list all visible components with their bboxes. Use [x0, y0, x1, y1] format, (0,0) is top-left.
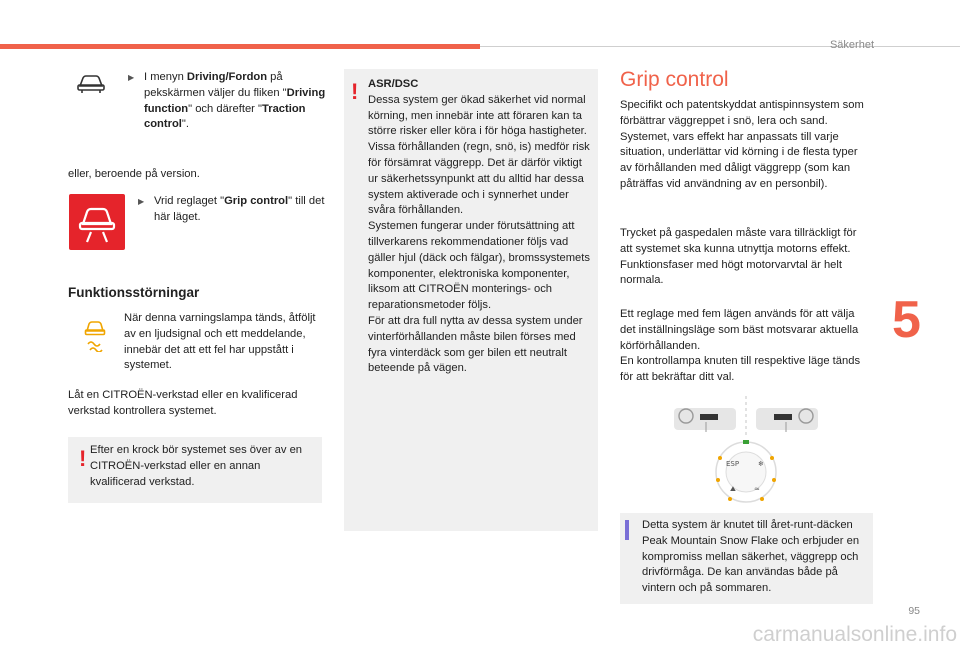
crash-warning-box [68, 437, 322, 503]
grip-intro-paragraph: Specifikt och patentskyddat antispinnsystem som förbättrar väggreppet i snö, lera och sand. Systemet, vars effekt har anpassats till varje situation, underlättar vid körning i de flesta typer av förhållanden med dåligt väggrepp (som kan påträffas vid användning av en personbil). [620, 99, 864, 190]
menu-step-text: på pekskärmen väljer du fliken " [144, 71, 287, 99]
malfunction-heading: Funktionsstörningar [68, 285, 200, 300]
menu-step-bold: Driving function [144, 86, 326, 115]
svg-text:ESP: ESP [726, 460, 740, 468]
menu-instruction [128, 70, 328, 133]
menu-step-text: ". [181, 118, 190, 131]
menu-step-text: " och därefter " [188, 102, 262, 115]
crash-warning-text: Efter en krock bör systemet ses över av en CITROËN-verkstad eller en annan kvalificerad verkstad. [90, 444, 303, 488]
watermark: carmanualsonline.info [752, 623, 957, 646]
dial-step-text: " till det här läget. [154, 195, 325, 223]
info-marker-icon [625, 520, 629, 540]
header-rule [480, 46, 960, 47]
page-number: 95 [908, 605, 920, 617]
car-icon [76, 72, 106, 94]
warning-exclamation-icon: ! [79, 446, 87, 471]
grip-control-illustration [668, 396, 828, 508]
info-note-text: Detta system är knutet till året-runt-däcken Peak Mountain Snow Flake och erbjuder en kompromiss mellan säkerhet, väggrepp och drivförmåga. De kan användas både på vintern och på sommaren. [642, 519, 860, 595]
section-name: Säkerhet [829, 39, 874, 51]
dial-step-bold: Grip control [224, 195, 289, 207]
menu-step-bold: Driving/Fordon [186, 71, 268, 83]
chapter-number: 5 [892, 291, 921, 349]
dial-step-text: Vrid reglaget " [154, 195, 225, 207]
dial-instruction [138, 194, 328, 226]
grip-control-dial-icon [69, 194, 125, 250]
asr-dsc-box [344, 69, 598, 531]
alternative-text: eller, beroende på version. [68, 168, 200, 180]
workshop-text: Låt en CITROËN-verkstad eller en kvalificerad verkstad kontrollera systemet. [68, 389, 298, 417]
asr-dsc-text: Dessa system ger ökad säkerhet vid normal körning, men innebär inte att föraren kan ta större risker eller köra i för höga hastigheter. Vissa förhållanden (regn, snö, is) medför risk för försämrat väggrepp. Det är därför viktigt ur säkerhetssynpunkt att du alltid har dessa system aktiverade och i synnerhet under svåra förhållanden. Systemen fungerar under förutsättning att tillverkarens rekommendationer följs vad gäller hjul (däck och fälgar), bromssystemets komponenter, elektroniska komponenter, liksom att CITROËN monterings- och reparationsmetoder följs. För att dra full nytta av dessa system under vinterförhållanden måste bilen förses med fyra vinterdäck som ger bilen ett neutralt beteende på vägen. [368, 93, 590, 375]
header-accent-bar [0, 44, 480, 49]
page-title: Grip control [620, 68, 729, 91]
selector-paragraph: Ett reglage med fem lägen används för att välja det inställningsläge som bäst motsvarar aktuella körförhållanden. En kontrollampa knuten till respektive läge tänds för att bekräftar ditt val. [620, 308, 861, 384]
asr-dsc-title: ASR/DSC [368, 78, 419, 90]
svg-text:⛰: ⛰ [730, 485, 736, 493]
menu-step-text: I menyn [144, 71, 187, 83]
arrow-bullet-icon: ▶ [128, 73, 135, 82]
svg-text:❄: ❄ [758, 460, 764, 468]
traction-warning-lamp-icon [84, 318, 106, 352]
svg-text:≈: ≈ [754, 485, 760, 493]
info-note-box [620, 513, 873, 604]
accelerator-paragraph: Trycket på gaspedalen måste vara tillräckligt för att systemet ska kunna utnyttja motorns effekt. Funktionsfaser med högt motorvarvtal är helt normala. [620, 227, 857, 287]
malfunction-text: När denna varningslampa tänds, åtföljt av en ljudsignal och ett meddelande, innebär det att ett fel har uppstått i systemet. [124, 312, 316, 372]
warning-exclamation-icon: ! [351, 79, 359, 104]
arrow-bullet-icon: ▶ [138, 197, 145, 206]
menu-step-bold: Traction control [144, 102, 306, 131]
